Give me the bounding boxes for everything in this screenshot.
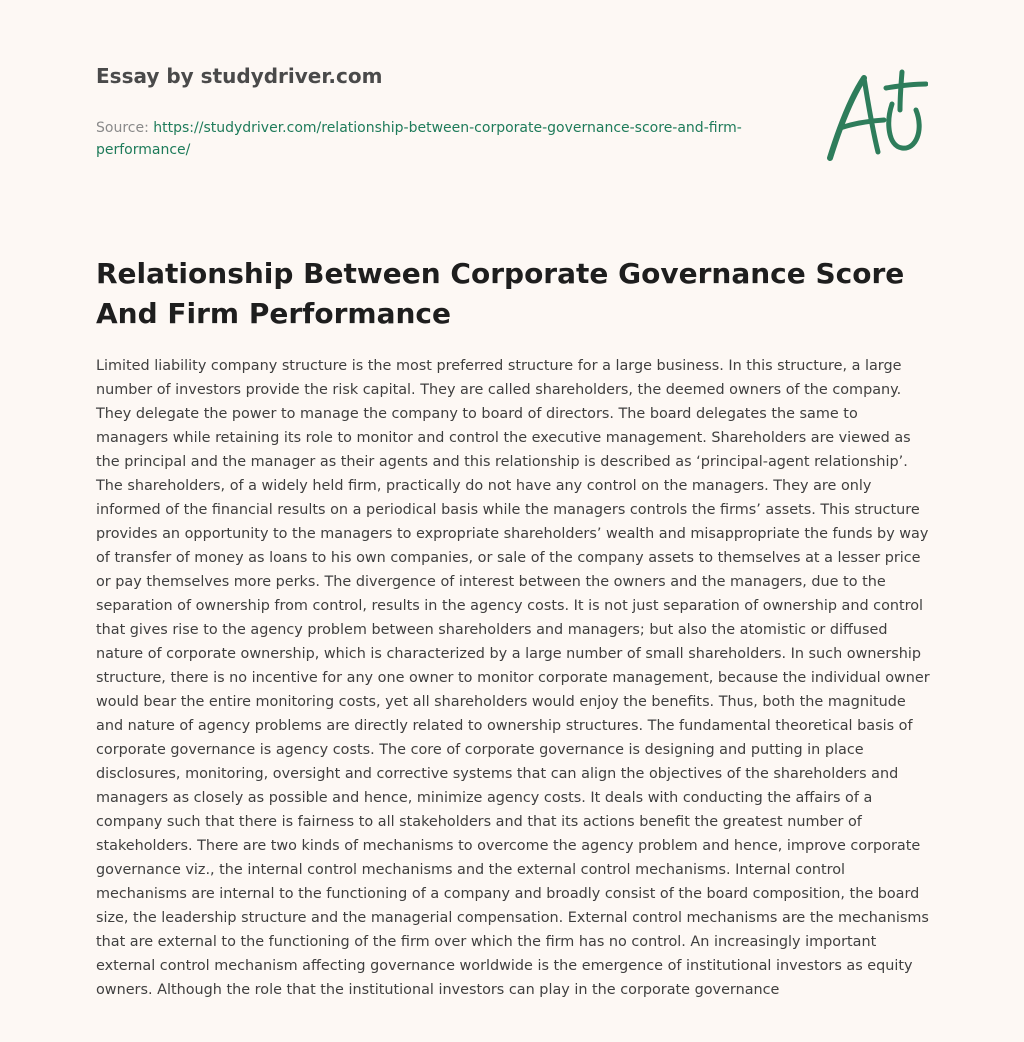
article-title: Relationship Between Corporate Governance Score And Firm Performance [96,257,905,330]
brand-title: Essay by studydriver.com [96,64,383,88]
source-label: Source: [96,120,154,136]
source-line [96,117,756,161]
page-header [96,62,796,161]
article-body: Limited liability company structure is the most preferred structure for a large business. In this structure, a large number of investors provide the risk capital. They are called shareholders, the deemed owners of the company. They delegate the power to manage the company to board of directors. The board delegates the same to managers while retaining its role to monitor and control the executive management. Shareholders are viewed as the principal and the manager as their agents and this relationship is described as ‘principal-agent relationship’. The shareholders, of a widely held firm, practically do not have any control on the managers. They are only informed of the financial results on a periodical basis while the managers controls the firms’ assets. This structure provides an opportunity to the managers to expropriate shareholders’ wealth and misappropriate the funds by way of transfer of money as loans to his own companies, or sale of the company assets to themselves at a lesser price or pay themselves more perks. The divergence of interest between the owners and the managers, due to the separation of ownership from control, results in the agency costs. It is not just separation of ownership and control that gives rise to the agency problem between shareholders and managers; but also the atomistic or diffused nature of corporate ownership, which is characterized by a large number of small shareholders. In such ownership structure, there is no incentive for any one owner to monitor corporate management, because the individual owner would bear the entire monitoring costs, yet all shareholders would enjoy the benefits. Thus, both the magnitude and nature of agency problems are directly related to ownership structures. The fundamental theoretical basis of corporate governance is agency costs. The core of corporate governance is designing and putting in place disclosures, monitoring, oversight and corrective systems that can align the objectives of the shareholders and managers as closely as possible and hence, minimize agency costs. It deals with conducting the affairs of a company such that there is fairness to all stakeholders and that its actions benefit the greatest number of stakeholders. There are two kinds of mechanisms to overcome the agency problem and hence, improve corporate governance viz., the internal control mechanisms and the external control mechanisms. Internal control mechanisms are internal to the functioning of a company and broadly consist of the board composition, the board size, the leadership structure and the managerial compensation. External control mechanisms are the mechanisms that are external to the functioning of the firm over which the firm has no control. An increasingly important external control mechanism affecting governance worldwide is the emergence of institutional investors as equity owners. Although the role that the institutional investors can play in the corporate governance [96,358,930,998]
source-link[interactable]: https://studydriver.com/relationship-between-corporate-governance-score-and-firm-performance/ [96,120,742,158]
a-plus-grade-icon [822,66,928,166]
